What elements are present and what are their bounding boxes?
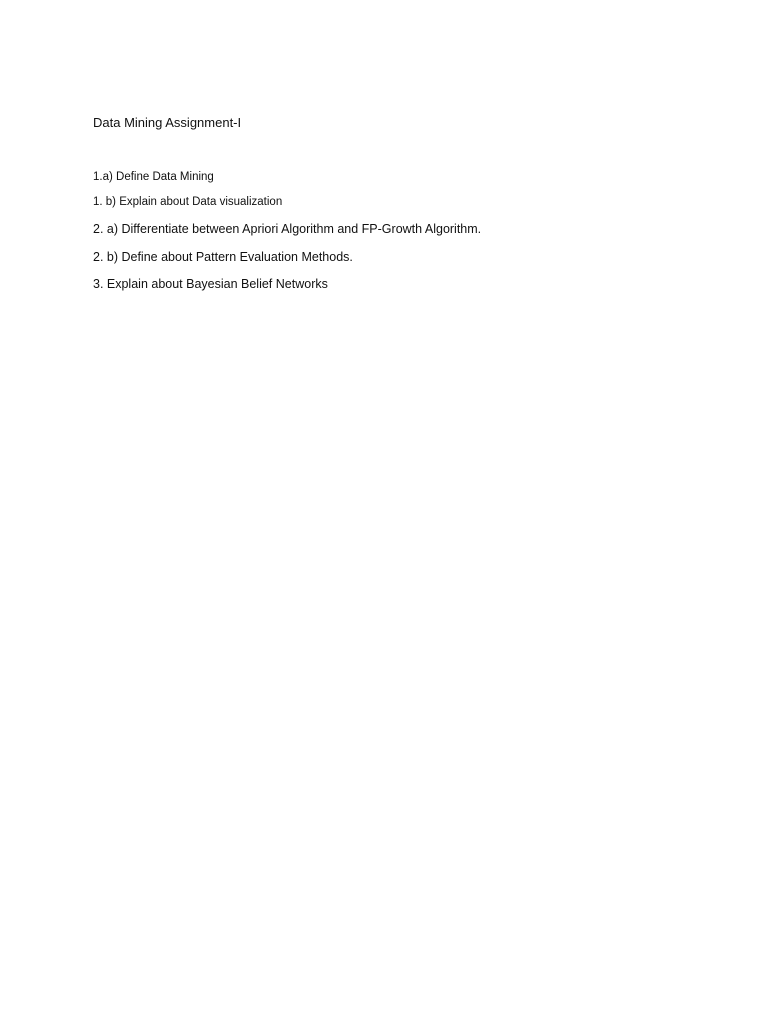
question-3: 3. Explain about Bayesian Belief Networks	[93, 277, 328, 291]
question-2a: 2. a) Differentiate between Apriori Algorithm and FP-Growth Algorithm.	[93, 222, 482, 236]
question-1a: 1.a) Define Data Mining	[93, 171, 214, 183]
question-2b: 2. b) Define about Pattern Evaluation Methods.	[93, 250, 353, 264]
question-1b: 1. b) Explain about Data visualization	[93, 196, 283, 208]
document-title: Data Mining Assignment-I	[93, 115, 242, 130]
